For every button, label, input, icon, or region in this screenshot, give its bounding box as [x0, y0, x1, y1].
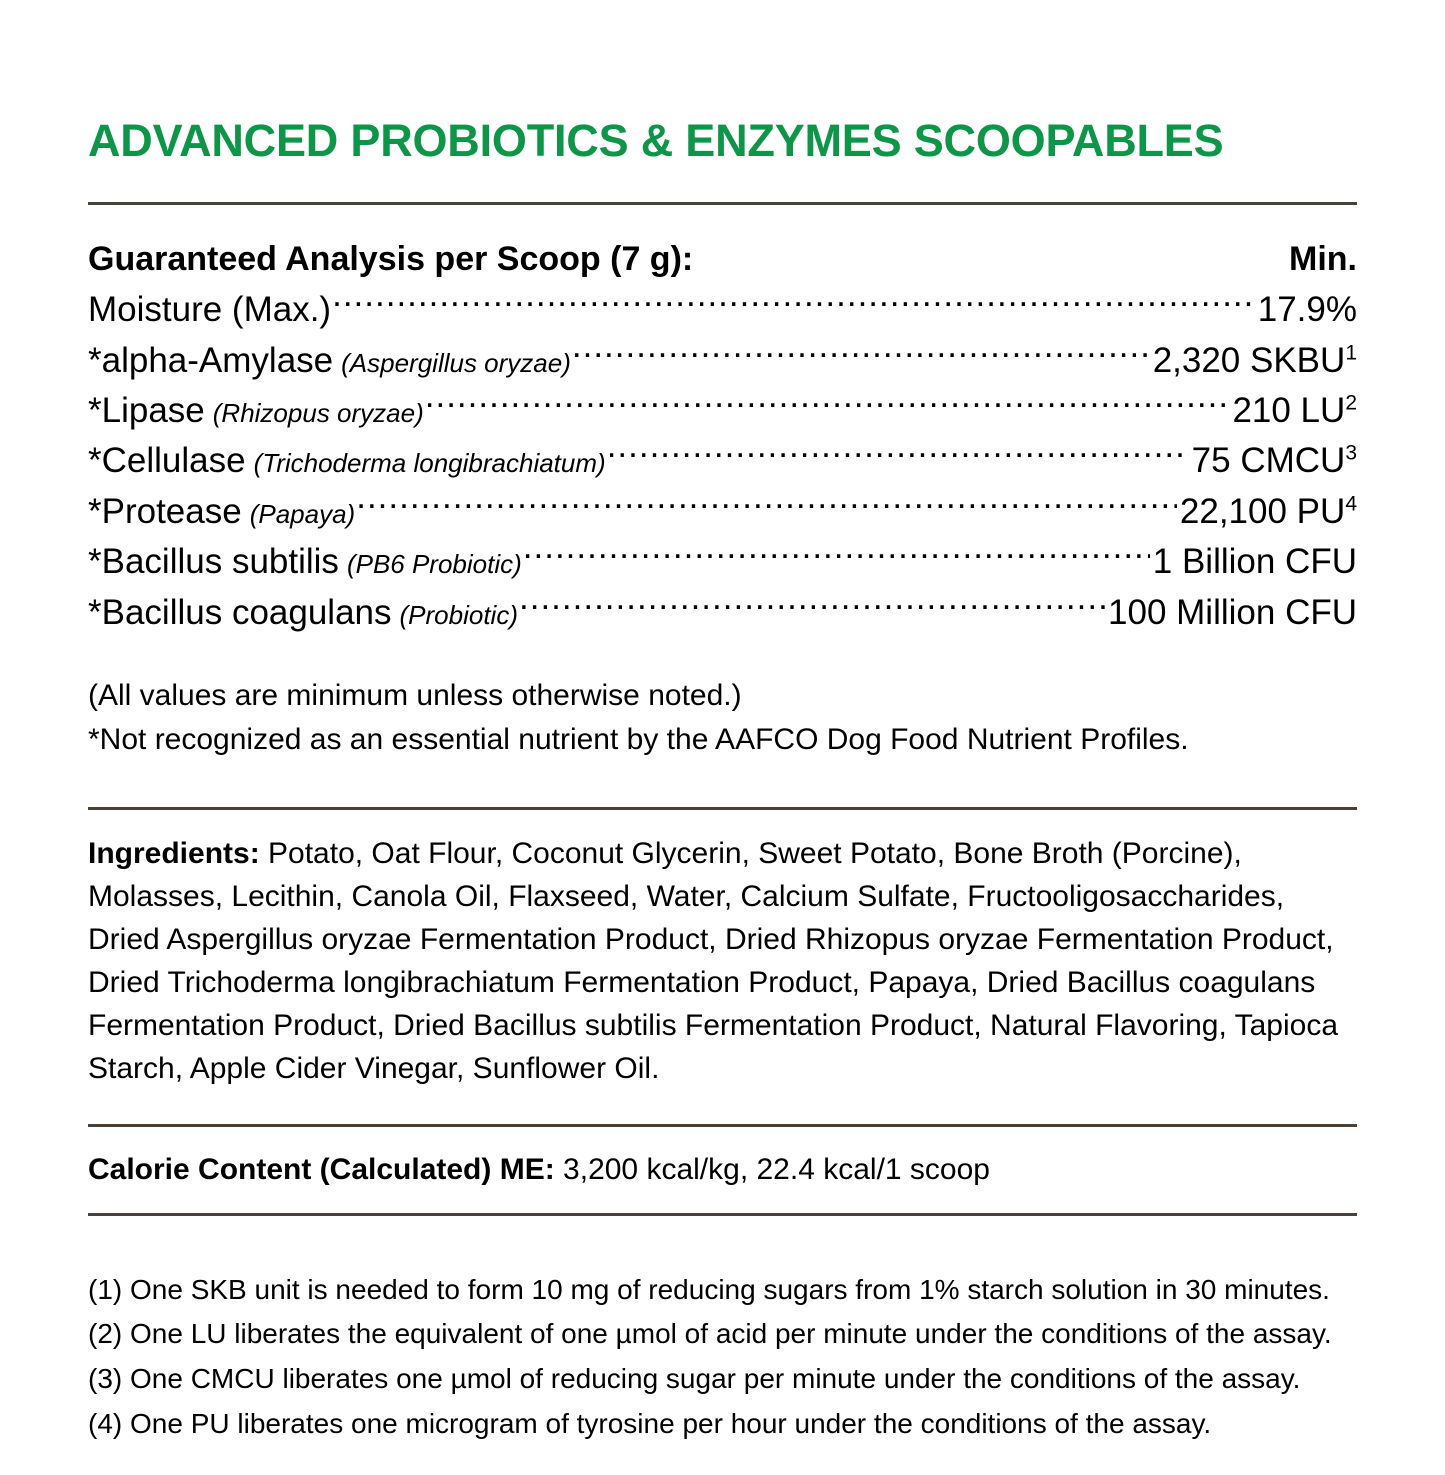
- analysis-row: [88, 537, 1357, 587]
- analysis-row-scientific-name: (Aspergillus oryzae): [341, 347, 571, 378]
- analysis-row-scientific-name: (PB6 Probiotic): [346, 549, 522, 580]
- analysis-row-value-text: 1 Billion CFU: [1152, 542, 1357, 582]
- analysis-row-footnote-marker: 4: [1345, 492, 1357, 516]
- page-title: ADVANCED PROBIOTICS & ENZYMES SCOOPABLES: [88, 115, 1224, 167]
- footnote-item: (4) One PU liberates one microgram of tyrosine per hour under the conditions of the assay.: [88, 1407, 1212, 1439]
- analysis-row-leader-dots: [607, 437, 1189, 472]
- analysis-row: [88, 588, 1357, 638]
- ingredients-paragraph: [88, 833, 1357, 1090]
- analysis-row-value: [1230, 386, 1357, 436]
- analysis-row: [88, 336, 1357, 386]
- analysis-row-name: *Protease: [88, 491, 242, 531]
- analysis-row-name: *alpha-Amylase: [88, 340, 334, 380]
- calorie-content-label: Calorie Content (Calculated) ME:: [88, 1152, 555, 1186]
- guaranteed-analysis-notes: [88, 674, 1357, 762]
- analysis-row-value: [1190, 436, 1357, 486]
- analysis-row-leader-dots: [523, 538, 1150, 573]
- divider-above-calorie: [88, 1124, 1357, 1127]
- analysis-row-name: *Lipase: [88, 391, 205, 431]
- analysis-row-scientific-name: (Papaya): [249, 498, 356, 529]
- ingredients-label: Ingredients:: [88, 837, 260, 871]
- analysis-row-footnote-marker: 2: [1345, 391, 1357, 415]
- divider-under-title: [88, 202, 1357, 205]
- guaranteed-analysis-label: Guaranteed Analysis per Scoop (7 g):: [88, 240, 694, 279]
- analysis-row-footnote-marker: 3: [1345, 441, 1357, 465]
- analysis-row-value-text: 2,320 SKBU: [1152, 340, 1346, 380]
- analysis-row-value-text: 210 LU: [1232, 391, 1346, 431]
- analysis-row-value: [1256, 285, 1357, 335]
- divider-below-calorie: [88, 1213, 1357, 1216]
- analysis-row-leader-dots: [356, 488, 1177, 523]
- footnotes-list: [88, 1268, 1357, 1447]
- analysis-row-value: [1151, 537, 1357, 587]
- calorie-content-value: 3,200 kcal/kg, 22.4 kcal/1 scoop: [563, 1152, 990, 1186]
- analysis-row-value-text: 17.9%: [1257, 290, 1357, 330]
- calorie-content-line: [88, 1149, 1357, 1191]
- analysis-row-leader-dots: [332, 286, 1255, 321]
- analysis-row-leader-dots: [519, 589, 1105, 624]
- analysis-row-value-text: 75 CMCU: [1191, 441, 1346, 481]
- analysis-row-leader-dots: [572, 337, 1150, 372]
- footnote-item: (2) One LU liberates the equivalent of one µmol of acid per minute under the conditions of the assay.: [88, 1318, 1332, 1350]
- analysis-row-leader-dots: [425, 387, 1230, 422]
- analysis-row-value: [1106, 588, 1357, 638]
- footnote-item: (3) One CMCU liberates one µmol of reducing sugar per minute under the conditions of the assay.: [88, 1363, 1301, 1395]
- divider-above-ingredients: [88, 807, 1357, 810]
- analysis-row-value-text: 100 Million CFU: [1108, 592, 1357, 632]
- analysis-row-name: *Bacillus coagulans: [88, 592, 392, 632]
- analysis-row-name: *Cellulase: [88, 441, 246, 481]
- analysis-row-scientific-name: (Probiotic): [399, 599, 518, 630]
- analysis-row-scientific-name: (Trichoderma longibrachiatum): [253, 448, 606, 479]
- analysis-row-name: *Bacillus subtilis: [88, 542, 339, 582]
- analysis-row-name: Moisture (Max.): [88, 290, 332, 330]
- analysis-note: *Not recognized as an essential nutrient by the AAFCO Dog Food Nutrient Profiles.: [88, 723, 1189, 757]
- analysis-note: (All values are minimum unless otherwise noted.): [88, 678, 742, 712]
- ingredients-text: Potato, Oat Flour, Coconut Glycerin, Sweet Potato, Bone Broth (Porcine), Molasses, Lecithin, Canola Oil, Flaxseed, Water, Calcium Sulfate, Fructooligosaccharides, Dried Aspergillus oryzae Fermentation Product, Dried Rhizopus oryzae Fermentation Product, Dried Trichoderma longibrachiatum Fermentation Product, Papaya, Dried Bacillus coagulans Fermentation Product, Dried Bacillus subtilis Fermentation Product, Natural Flavoring, Tapioca Starch, Apple Cider Vinegar, Sunflower Oil.: [88, 837, 1339, 1085]
- analysis-row: [88, 285, 1357, 335]
- analysis-row-footnote-marker: 1: [1345, 340, 1357, 364]
- analysis-row: [88, 386, 1357, 436]
- analysis-row: [88, 436, 1357, 486]
- analysis-row-value: [1151, 336, 1357, 386]
- analysis-row: [88, 487, 1357, 537]
- analysis-row-value: [1178, 487, 1357, 537]
- analysis-row-value-text: 22,100 PU: [1179, 491, 1346, 531]
- analysis-row-scientific-name: (Rhizopus oryzae): [212, 398, 424, 429]
- nutrition-label-panel: [0, 30, 1445, 1475]
- footnote-item: (1) One SKB unit is needed to form 10 mg of reducing sugars from 1% starch solution in 30 minutes.: [88, 1273, 1330, 1305]
- guaranteed-analysis-min-label: Min.: [1289, 240, 1357, 279]
- guaranteed-analysis-header: [88, 239, 1357, 279]
- guaranteed-analysis-rows: [88, 285, 1357, 638]
